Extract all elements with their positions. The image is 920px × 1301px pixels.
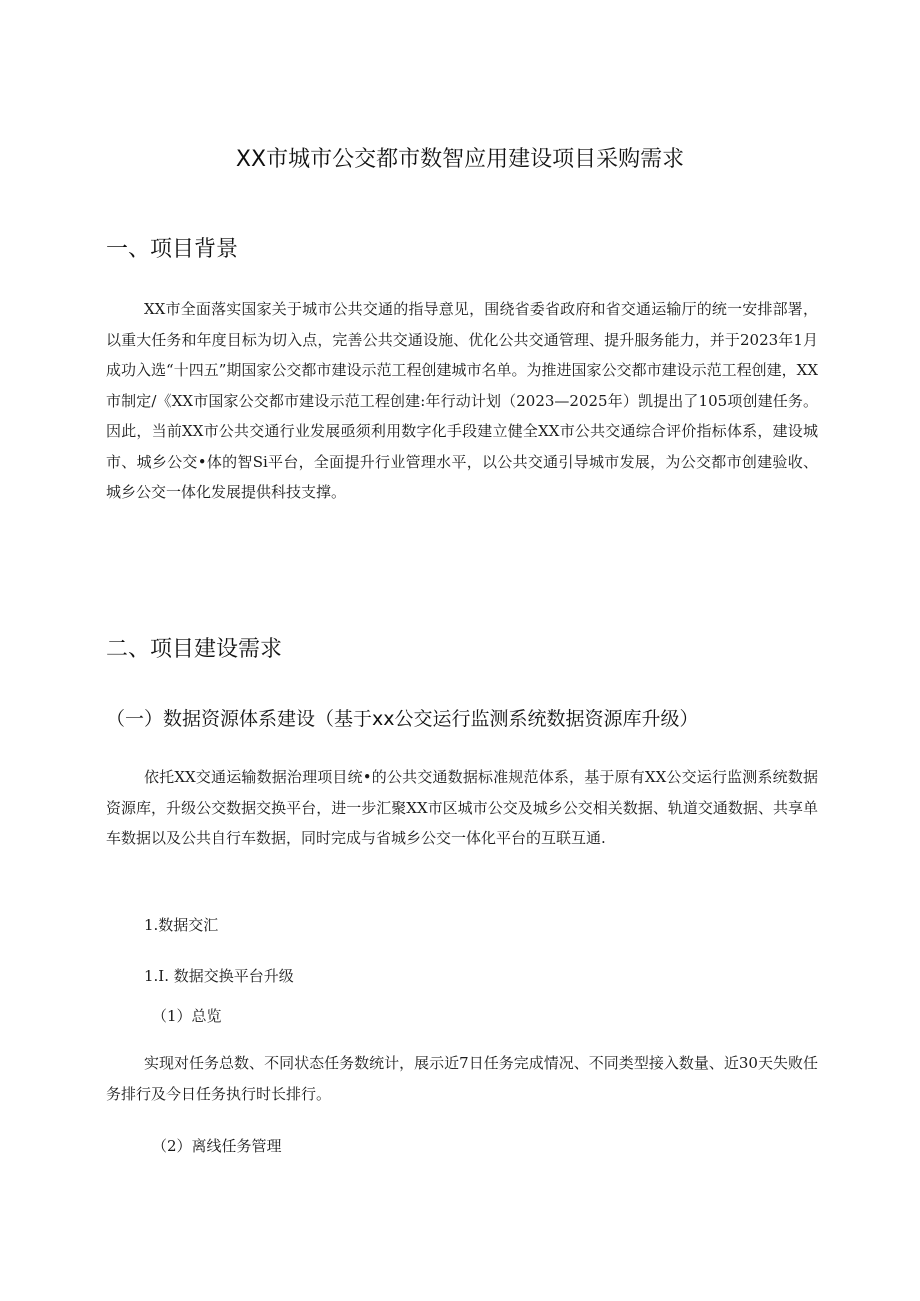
list-item-offline-task-management: （2）离线任务管理 bbox=[152, 1137, 282, 1155]
list-item-overview: （1）总览 bbox=[152, 1007, 222, 1025]
background-paragraph: XX市全面落实国家关于城市公共交通的指导意见，围绕省委省政府和省交通运输厅的统一安排部署，以重大任务和年度目标为切入点，完善公共交通设施、优化公共交通管理、提升服务能力，并于2023年1月成功入选“十四五”期国家公交都市建设示范工程创建城市名单。为推进国家公交都市建设示范工程创建，XX市制定/《XX市国家公交都市建设示范工程创建:年行动计划（2023—2025年）凯提出了105项创建任务。因此，当前XX市公共交通行业发展亟须利用数字化手段建立健全XX市公共交通综合评价指标体系，建设城市、城乡公交•体的智Si平台，全面提升行业管理水平，以公共交通引导城市发展，为公交都市创建验收、城乡公交一体化发展提供科技支撑。 bbox=[106, 300, 818, 501]
subsection-heading-data-resources: （一）数据资源体系建设（基于xx公交运行监测系统数据资源库升级） bbox=[106, 708, 699, 730]
data-resources-paragraph: 依托XX交通运输数据治理项目统•的公共交通数据标准规范体系，基于原有XX公交运行监测系统数据资源库，升级公交数据交换平台，进一步汇聚XX市区城市公交及城乡公交相关数据、轨道交通数据、共享单车数据以及公共自行车数据，同时完成与省城乡公交一体化平台的互联互通. bbox=[106, 768, 818, 847]
section-heading-requirements: 二、项目建设需求 bbox=[106, 637, 283, 662]
overview-paragraph: 实现对任务总数、不同状态任务数统计，展示近7日任务完成情况、不同类型接入数量、近30天失败任务排行及今日任务执行时长排行。 bbox=[106, 1054, 818, 1103]
document-title: XX市城市公交都市数智应用建设项目采购需求 bbox=[235, 147, 685, 172]
list-item-exchange-platform-upgrade: 1.I. 数据交换平台升级 bbox=[144, 967, 294, 985]
list-item-data-aggregation: 1.数据交汇 bbox=[144, 916, 219, 934]
section-heading-background: 一、项目背景 bbox=[106, 237, 239, 262]
